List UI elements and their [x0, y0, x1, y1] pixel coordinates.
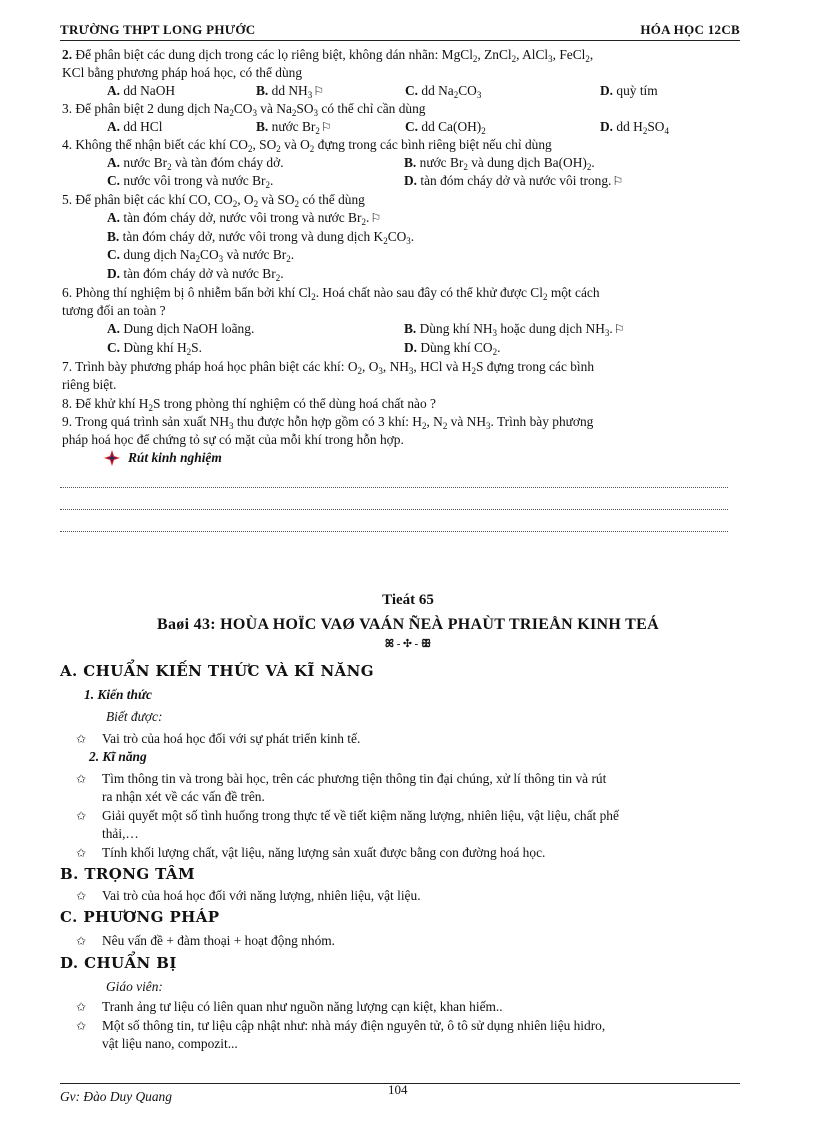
- section-a-title: A. CHUẨN KIẾN THỨC VÀ KĨ NĂNG: [60, 662, 374, 680]
- bullet-text: thải,…: [102, 826, 139, 841]
- q2-option-d: D. quỳ tím: [600, 83, 658, 98]
- section-d-title: D. CHUẨN BỊ: [60, 954, 177, 972]
- q4-option-b: B. nước $Br_2$ và dung dịch $Ba(OH)_2$.: [404, 155, 595, 172]
- flag-icon: ⚐: [613, 322, 625, 336]
- flag-icon: ⚐: [370, 211, 382, 225]
- q4-option-a: A. nước $Br_2$ và tàn đóm cháy dở.: [107, 155, 284, 172]
- question-6: 6. Phòng thí nghiệm bị ô nhiễm bẩn bởi khí $Cl_2$. Hoá chất nào sau đây có thể khử được $Cl_2$ một cách: [62, 285, 600, 302]
- star-bullet-icon: ✩: [76, 732, 87, 746]
- bullet-text: Giải quyết một số tình huống trong thực tế về tiết kiệm năng lượng, nhiên liệu, vật liệu, chất phế: [102, 808, 619, 823]
- q3-option-a: A. dd HCl: [107, 119, 163, 134]
- lesson-title: Baøi 43: HOÙA HOÏC VAØ VAÁN ÑEÀ PHAÙT TRIEÅN KINH TEÁ: [157, 616, 659, 633]
- q6-option-a: A. Dung dịch NaOH loãng.: [107, 321, 255, 336]
- q2-option-c: C. dd $Na_2CO_3$: [405, 83, 482, 100]
- star-bullet-icon: ✩: [76, 889, 87, 903]
- bullet-text: Nêu vấn đề + đàm thoại + hoạt động nhóm.: [102, 933, 336, 948]
- q2-option-b: B. dd $NH_3⚐$: [256, 83, 324, 100]
- q5-option-b: B. tàn đóm cháy dở, nước vôi trong và dung dịch $K_2CO_3$.: [107, 229, 415, 246]
- flag-icon: ⚐: [612, 174, 624, 188]
- page-footer: [60, 1083, 740, 1106]
- q5-option-d: D. tàn đóm cháy dở và nước $Br_2$.: [107, 266, 284, 283]
- bullet-text: Tranh ảng tư liệu có liên quan như nguồn năng lượng cạn kiệt, khan hiếm..: [102, 999, 503, 1014]
- rut-kinh-nghiem-heading: Rút kinh nghiệm: [128, 450, 222, 465]
- section-b-title: B. TRỌNG TÂM: [60, 865, 195, 883]
- author-name: Gv: Đào Duy Quang: [60, 1089, 172, 1104]
- question-9: 9. Trong quá trình sản xuất $NH_3$ thu được hỗn hợp gồm có 3 khí: $H_2$, $N_2$ và $NH_3$. Trình bày phương: [62, 414, 594, 431]
- ornament-divider: ꕤ - ✣ - ꕥ: [384, 638, 432, 650]
- page-header: [60, 18, 740, 41]
- q6-option-b: B. Dùng khí $NH_3$ hoặc dung dịch $NH_3.⚐$: [404, 321, 625, 338]
- q4-option-d: D. tàn đóm cháy dở và nước vôi trong.⚐: [404, 173, 624, 188]
- lesson-period: Tieát 65: [382, 592, 434, 608]
- q6-option-c: C. Dùng khí $H_2S$.: [107, 340, 202, 357]
- question-8: 8. Để khử khí $H_2S$ trong phòng thí nghiệm có thể dùng hoá chất nào ?: [62, 396, 436, 413]
- star-bullet-icon: ✩: [76, 934, 87, 948]
- q6-option-d: D. Dùng khí $CO_2$.: [404, 340, 501, 357]
- hand-pointer-icon: [104, 450, 120, 466]
- bullet-text: Vai trò của hoá học đối với năng lượng, nhiên liệu, vật liệu.: [102, 888, 421, 903]
- bullet-text: Tìm thông tin và trong bài học, trên các phương tiện thông tin đại chúng, xử lí thông tin và rút: [102, 771, 607, 786]
- question-4: 4. Không thể nhận biết các khí $CO_2$, $SO_2$ và $O_2$ đựng trong các bình riêng biệt nếu chỉ dùng: [62, 137, 552, 154]
- star-bullet-icon: ✩: [76, 846, 87, 860]
- bullet-text: Một số thông tin, tư liệu cập nhật như: nhà máy điện nguyên tử, ô tô sử dụng nhiên liệu hidro,: [102, 1018, 606, 1033]
- dotted-line: [60, 487, 728, 488]
- star-bullet-icon: ✩: [76, 809, 87, 823]
- question-9-line2: pháp hoá học để chứng tỏ sự có mặt của mỗi khí trong hỗn hợp.: [62, 432, 404, 447]
- dotted-line: [60, 531, 728, 532]
- bullet-text: Vai trò của hoá học đối với sự phát triển kinh tế.: [102, 731, 361, 746]
- giao-vien-label: Giáo viên:: [106, 979, 163, 994]
- subject-name: HÓA HỌC 12CB: [640, 22, 740, 37]
- star-bullet-icon: ✩: [76, 772, 87, 786]
- kien-thuc-heading: 1. Kiến thức: [84, 687, 152, 702]
- q3-option-c: C. dd $Ca(OH)_2$: [405, 119, 486, 136]
- bullet-text: ra nhận xét về các vấn đề trên.: [102, 789, 265, 804]
- star-bullet-icon: ✩: [76, 1019, 87, 1033]
- q3-option-b: B. nước $Br_2⚐$: [256, 119, 332, 136]
- dotted-line: [60, 509, 728, 510]
- question-7: 7. Trình bày phương pháp hoá học phân biệt các khí: $O_2$, $O_3$, $NH_3$, HCl và $H_2S$ đựng trong các bình: [62, 359, 595, 376]
- section-c-title: C. PHƯƠNG PHÁP: [60, 908, 220, 926]
- page-number: 104: [388, 1082, 408, 1097]
- q2-option-a: A. dd NaOH: [107, 83, 176, 98]
- question-2-line2: KCl bằng phương pháp hoá học, có thể dùng: [62, 65, 303, 80]
- q4-option-c: C. nước vôi trong và nước $Br_2$.: [107, 173, 274, 190]
- ki-nang-heading: 2. Kĩ năng: [89, 749, 147, 764]
- flag-icon: ⚐: [320, 120, 332, 134]
- bullet-text: vật liệu nano, compozit...: [102, 1036, 238, 1051]
- biet-duoc-label: Biết được:: [106, 709, 163, 724]
- flag-icon: ⚐: [313, 84, 324, 98]
- q5-option-a: A. tàn đóm cháy dở, nước vôi trong và nước $Br_2.⚐$: [107, 210, 382, 227]
- question-3: 3. Để phân biệt 2 dung dịch $Na_2CO_3$ và $Na_2SO_3$ có thể chỉ cần dùng: [62, 101, 426, 118]
- question-2: 2. Để phân biệt các dung dịch trong các lọ riêng biệt, không dán nhãn: MgCl$_2$, ZnCl$_2$, AlCl$_3$, FeCl$_2$,: [62, 47, 594, 64]
- q5-option-c: C. dung dịch $Na_2CO_3$ và nước $Br_2$.: [107, 247, 295, 264]
- question-7-line2: riêng biệt.: [62, 377, 117, 392]
- question-5: 5. Để phân biệt các khí CO, $CO_2$, $O_2$ và $SO_2$ có thể dùng: [62, 192, 365, 209]
- bullet-text: Tính khối lượng chất, vật liệu, năng lượng sản xuất được bằng con đường hoá học.: [102, 845, 546, 860]
- star-bullet-icon: ✩: [76, 1000, 87, 1014]
- school-name: TRƯỜNG THPT LONG PHƯỚC: [60, 22, 256, 37]
- q3-option-d: D. dd $H_2SO_4$: [600, 119, 669, 136]
- question-6-line2: tương đối an toàn ?: [62, 303, 166, 318]
